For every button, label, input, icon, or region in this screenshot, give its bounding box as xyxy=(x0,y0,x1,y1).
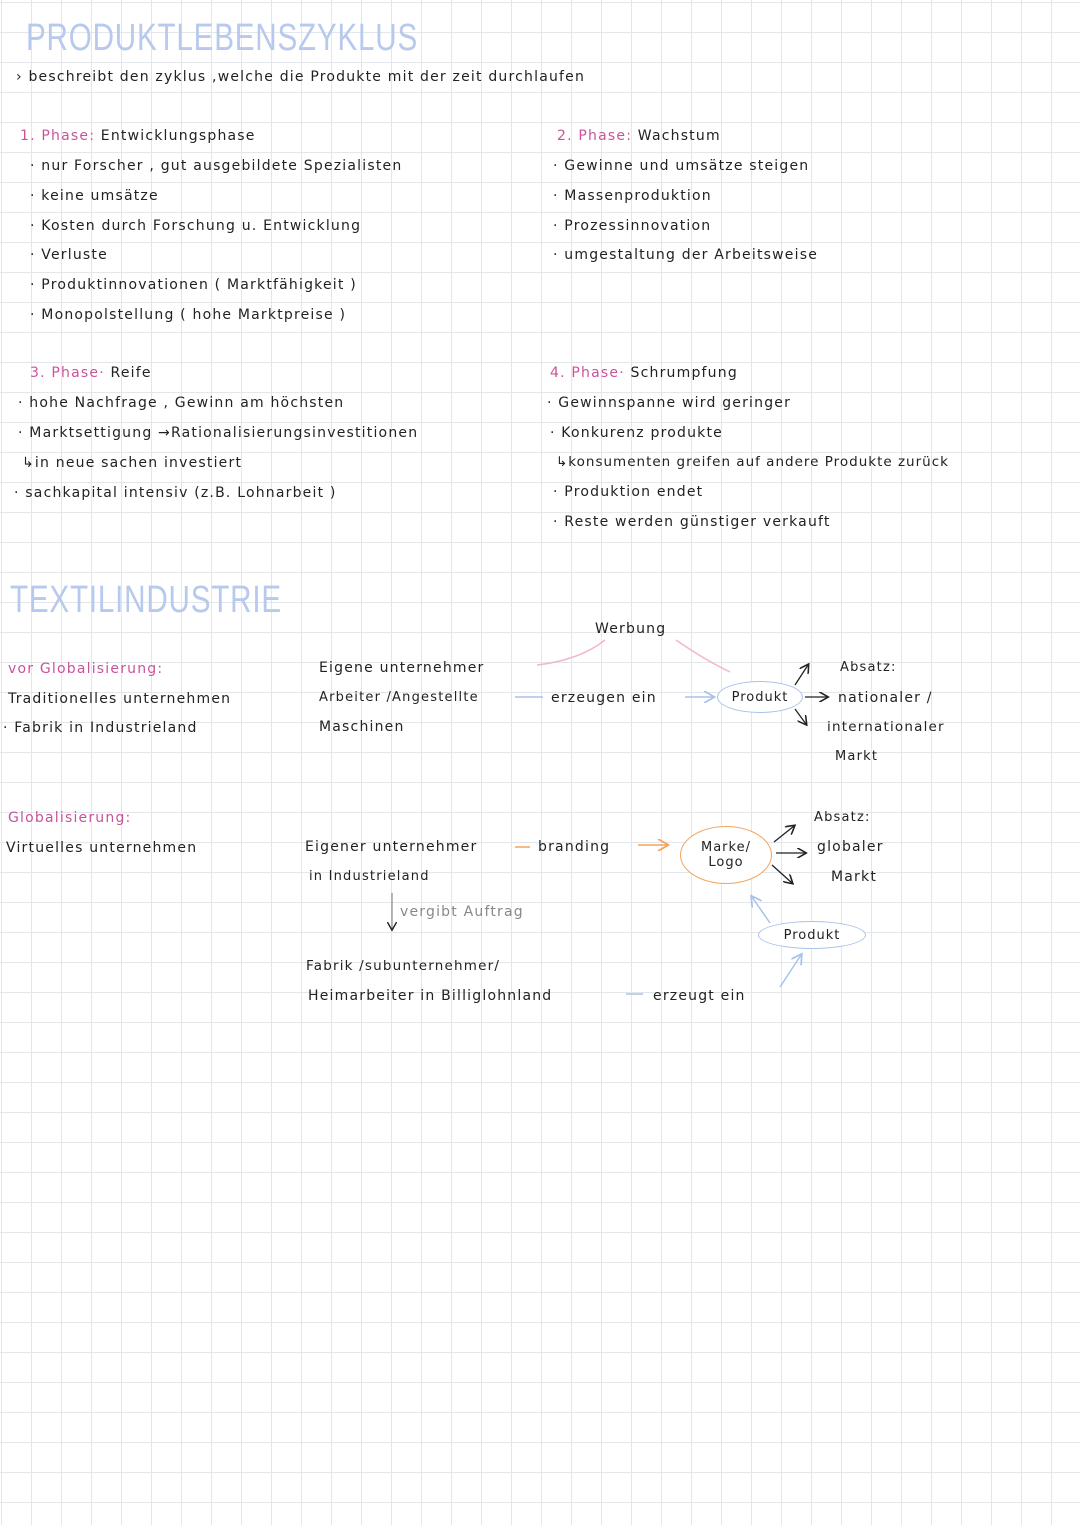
phase-2-name: Wachstum xyxy=(637,128,721,144)
phase-2-item: · Gewinne und umsätze steigen xyxy=(553,158,810,174)
phase-4-item: · Reste werden günstiger verkauft xyxy=(553,514,831,530)
phase-4-label: 4. Phase· xyxy=(550,365,625,381)
phase-1-heading xyxy=(20,127,256,145)
phase-1-item: · Verluste xyxy=(30,247,108,263)
phase-1-item: · Monopolstellung ( hohe Marktpreise ) xyxy=(30,307,347,323)
phase-3-item: · hohe Nachfrage , Gewinn am höchsten xyxy=(18,395,345,411)
produkt-oval-label: Produkt xyxy=(731,689,789,705)
werbung-curve-right xyxy=(676,640,730,672)
phase-4-heading xyxy=(550,364,738,382)
marke-oval xyxy=(680,826,772,884)
marke-arrow-down xyxy=(772,865,792,883)
textil-title: TEXTILINDUSTRIE xyxy=(10,579,282,621)
phase-1-item: · Kosten durch Forschung u. Entwicklung xyxy=(30,218,362,234)
glob-owner: Eigener unternehmer xyxy=(305,839,478,855)
vor-actor: Eigene unternehmer xyxy=(319,660,485,676)
vor-globalisierung-label: vor Globalisierung: xyxy=(8,661,164,677)
branding-label: branding xyxy=(538,839,611,855)
produkt-arrow-up xyxy=(795,665,808,685)
marke-line: Marke/ xyxy=(701,840,751,855)
werbung-curve-left xyxy=(537,640,605,665)
glob-line: Virtuelles unternehmen xyxy=(6,840,198,856)
vor-line: Traditionelles unternehmen xyxy=(8,691,232,707)
fabrik-line: Fabrik /subunternehmer/ xyxy=(306,958,501,974)
erzeugt-label: erzeugt ein xyxy=(653,988,746,1004)
phase-2-item: · Prozessinnovation xyxy=(553,218,712,234)
phase-1-label: 1. Phase: xyxy=(20,128,96,144)
produkt-to-marke-arrow xyxy=(752,897,770,923)
phase-2-item: · Massenproduktion xyxy=(553,188,712,204)
phase-1-item: · nur Forscher , gut ausgebildete Spezialisten xyxy=(30,158,403,174)
werbung-label: Werbung xyxy=(595,621,667,637)
phase-4-item: · Konkurenz produkte xyxy=(550,425,723,441)
vor-absatz-line: Absatz: xyxy=(840,660,897,675)
phase-2-heading xyxy=(557,127,721,145)
marke-line: Logo xyxy=(708,855,744,870)
vergibt-label: vergibt Auftrag xyxy=(400,904,524,920)
produkt-oval-glob-label: Produkt xyxy=(783,927,841,943)
erzeugen-label: erzeugen ein xyxy=(551,690,657,706)
phase-4-item: · Gewinnspanne wird geringer xyxy=(547,395,792,411)
produkt-arrow-down xyxy=(795,709,806,724)
phase-1-name: Entwicklungsphase xyxy=(100,128,256,144)
phase-3-heading xyxy=(30,364,152,382)
phase-3-item: · sachkapital intensiv (z.B. Lohnarbeit ) xyxy=(14,485,337,501)
produkt-oval xyxy=(717,681,803,713)
glob-owner: in Industrieland xyxy=(309,869,430,884)
erzeugt-to-produkt-arrow xyxy=(780,955,801,987)
phase-4-item: · Produktion endet xyxy=(553,484,704,500)
produkt-intro: › beschreibt den zyklus ,welche die Produkte mit der zeit durchlaufen xyxy=(16,69,586,85)
marke-arrow-up xyxy=(774,826,794,842)
fabrik-line: Heimarbeiter in Billiglohnland xyxy=(308,988,553,1004)
vor-actor: Arbeiter /Angestellte xyxy=(319,690,479,705)
phase-3-item: · Marktsettigung →Rationalisierungsinvestitionen xyxy=(18,425,419,441)
phase-2-item: · umgestaltung der Arbeitsweise xyxy=(553,247,819,263)
phase-3-label: 3. Phase· xyxy=(30,365,105,381)
phase-3-name: Reife xyxy=(110,365,152,381)
vor-absatz-line: Markt xyxy=(835,749,879,764)
phase-1-item: · keine umsätze xyxy=(30,188,159,204)
vor-actor: Maschinen xyxy=(319,719,405,735)
glob-absatz-line: Absatz: xyxy=(814,810,871,825)
produkt-oval-glob xyxy=(758,921,866,949)
vor-line: · Fabrik in Industrieland xyxy=(3,720,198,736)
phase-3-item: ↳in neue sachen investiert xyxy=(22,455,243,471)
phase-1-item: · Produktinnovationen ( Marktfähigkeit ) xyxy=(30,277,357,293)
vor-absatz-line: internationaler xyxy=(827,719,945,735)
produkt-title: PRODUKTLEBENSZYKLUS xyxy=(26,17,419,59)
phase-4-name: Schrumpfung xyxy=(630,365,738,381)
glob-absatz-line: Markt xyxy=(831,869,878,885)
vor-absatz-line: nationaler / xyxy=(838,690,933,706)
phase-4-item: ↳konsumenten greifen auf andere Produkte zurück xyxy=(556,454,949,470)
globalisierung-label: Globalisierung: xyxy=(8,810,132,826)
phase-2-label: 2. Phase: xyxy=(557,128,633,144)
glob-absatz-line: globaler xyxy=(817,839,884,855)
